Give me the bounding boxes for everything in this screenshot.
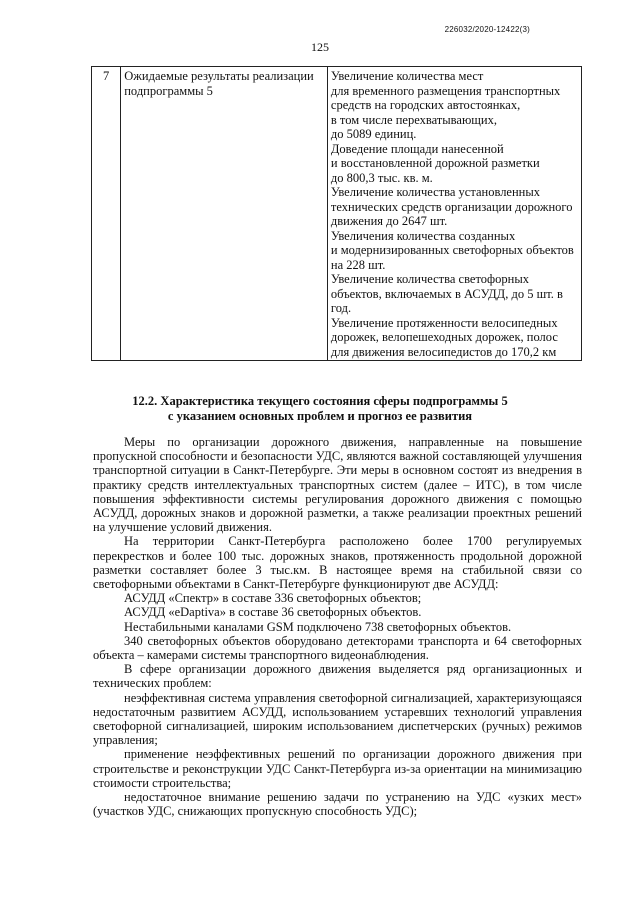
paragraph: недостаточное внимание решению задачи по устранению на УДС «узких мест» (участков УДС, снижающих пропускную способность УДС); xyxy=(93,790,582,819)
result-item: Увеличение количества установленных технических средств организации дорожного движения до 2647 шт. xyxy=(330,185,573,228)
results-table xyxy=(91,66,582,361)
result-item: Увеличения количества созданных и модернизированных светофорных объектов на 228 шт. xyxy=(330,228,574,272)
paragraph: Меры по организации дорожного движения, направленные на повышение пропускной способности и безопасности УДС, являются важной составляющей улучшения транспортной ситуации в Санкт-Петербурге. Эти меры в основном состоят из внедрения в практику средств интеллектуальных транспортных систем (далее – ИТС), в том числе повышения эффективности системы регулирования дорожного движения с помощью АСУДД, дорожных знаков и дорожной разметки, а также реализации проектных решений на улучшение условий движения. xyxy=(93,435,582,535)
paragraph: АСУДД «eDaptiva» в составе 36 светофорных объектов. xyxy=(124,605,422,620)
paragraph: применение неэффективных решений по организации дорожного движения при строительстве и реконструкции УДС Санкт-Петербурга из-за ориентации на минимизацию стоимости строительства; xyxy=(93,747,582,790)
row-number-cell: 7 xyxy=(92,67,121,361)
paragraph: На территории Санкт-Петербурга расположено более 1700 регулируемых перекрестков и более 100 тыс. дорожных знаков, протяженность продольной дорожной разметки составляет более 3 тыс.км. В настоящее время на стабильной связи со светофорными объектами в Санкт-Петербурге функционируют две АСУДД: xyxy=(93,534,582,592)
result-item: Увеличение количества мест для временного размещения транспортных средств на городских автостоянках, в том числе перехватывающих, до 5089 единиц. xyxy=(330,69,561,141)
paragraph: неэффективная система управления светофорной сигнализацией, характеризующаяся недостаточным развитием АСУДД, использованием устаревших технологий управления светофорной сигнализацией, широким использованием диспетчерских (ручных) режимов управления; xyxy=(93,690,582,748)
document-number: 226032/2020-12422(3) xyxy=(444,25,530,34)
row-values-cell xyxy=(327,67,581,361)
paragraph: В сфере организации дорожного движения выделяется ряд организационных и технических проблем: xyxy=(93,662,582,691)
body-text xyxy=(93,435,582,818)
row-label-cell: Ожидаемые результаты реализации подпрограммы 5 xyxy=(121,67,328,361)
paragraph: Нестабильными каналами GSM подключено 738 светофорных объектов. xyxy=(124,619,512,634)
paragraph: 340 светофорных объектов оборудовано детекторами транспорта и 64 светофорных объекта – камерами системы транспортного видеонаблюдения. xyxy=(93,633,582,663)
table-row xyxy=(92,67,582,361)
result-item: Увеличение количества светофорных объектов, включаемых в АСУДД, до 5 шт. в год. xyxy=(330,272,563,315)
page-number: 125 xyxy=(311,40,329,54)
result-item: Доведение площади нанесенной и восстановленной дорожной разметки до 800,3 тыс. кв. м. xyxy=(330,141,540,185)
paragraph: АСУДД «Спектр» в составе 336 светофорных объектов; xyxy=(124,591,422,606)
result-item: Увеличение протяженности велосипедных дорожек, велопешеходных дорожек, полос для движения велосипедистов до 170,2 км xyxy=(330,315,558,359)
section-heading: 12.2. Характеристика текущего состояния сферы подпрограммы 5 с указанием основных проблем и прогноз ее развития xyxy=(132,394,508,423)
